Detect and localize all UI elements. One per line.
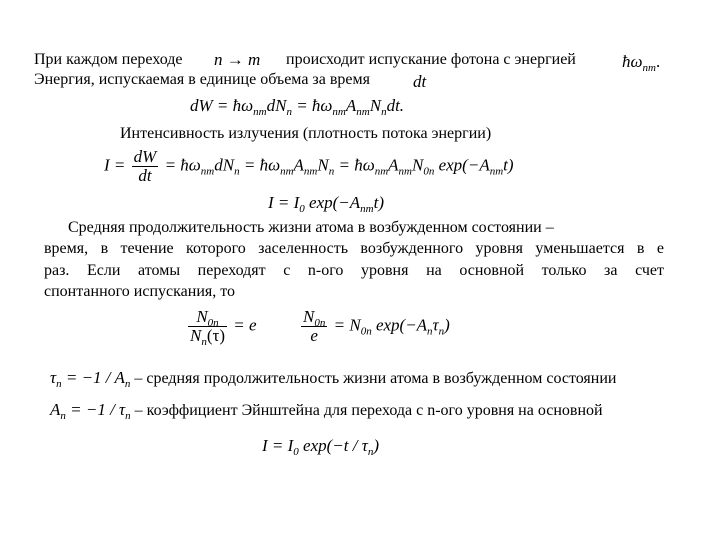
paragraph-line-4: спонтанного испускания, то (44, 283, 236, 300)
paragraph-line-1: Средняя продолжительность жизни атома в возбужденном состоянии – (68, 219, 554, 236)
definition-einstein-coefficient: $A_n = -1 / \tau_n$ – коэффициент Эйнштейна для перехода с n-ого уровня на основной (50, 400, 603, 422)
fraction-N0n-Nn: $\frac{N_{0n}}{N_n(\tau)}$ (190, 307, 225, 348)
formula-tau: $\tau_n = -1 / A_n$ (50, 368, 131, 390)
transition-formula: n → m (214, 50, 261, 69)
fraction-dW-dt: $\frac{dW}{dt}$ (133, 147, 157, 185)
formula-A: $A_n = -1 / \tau_n$ (50, 400, 131, 422)
equation-intensity: I = $\frac{dW}{dt}$ = $ħ\omega_{nm}dN_n$ = $ħ\omega_{nm}A_{nm}N_n$ = $ħ\omega_{nm}A_{nm}N_{0n}$ $\exp(-A_{nm}t)$ (104, 147, 514, 185)
paragraph-line-3: раз. Если атомы переходят с n-ого уровня на основной только за счет (44, 262, 664, 279)
equation-final: $I = I_0$ $\exp(-t / \tau_n)$ (262, 436, 379, 458)
fraction-N0n-e: $\frac{N_{0n}}{e}$ (303, 307, 326, 345)
equation-intensity-decay: $I = I_0$ $\exp(-A_{nm}t)$ (268, 193, 384, 215)
equation-lifetime: $\frac{N_{0n}}{N_n(\tau)}$ = e $\frac{N_{0n}}{e}$ = $N_{0n}$ $\exp(-A_n\tau_n)$ (190, 307, 450, 348)
dt-formula: dt (413, 72, 427, 91)
line2-text: Энергия, испускаемая в единице объема за время (34, 71, 370, 88)
photon-energy-formula: $ħ\omega_{nm}$. (622, 52, 661, 74)
equation-dW: dW = $ħ\omega_{nm}dN_n$ = $ħ\omega_{nm}A_{nm}N_ndt$. (190, 96, 405, 118)
line1-text-before: При каждом переходе (34, 51, 183, 68)
paragraph-line-2: время, в течение которого заселенность возбужденного уровня уменьшается в e (44, 240, 664, 257)
definition-lifetime: $\tau_n = -1 / A_n$ – средняя продолжительность жизни атома в возбужденном состоянии (50, 368, 617, 390)
line1-text-after: происходит испускание фотона с энергией (286, 51, 576, 68)
intensity-heading: Интенсивность излучения (плотность потока энергии) (120, 125, 492, 142)
